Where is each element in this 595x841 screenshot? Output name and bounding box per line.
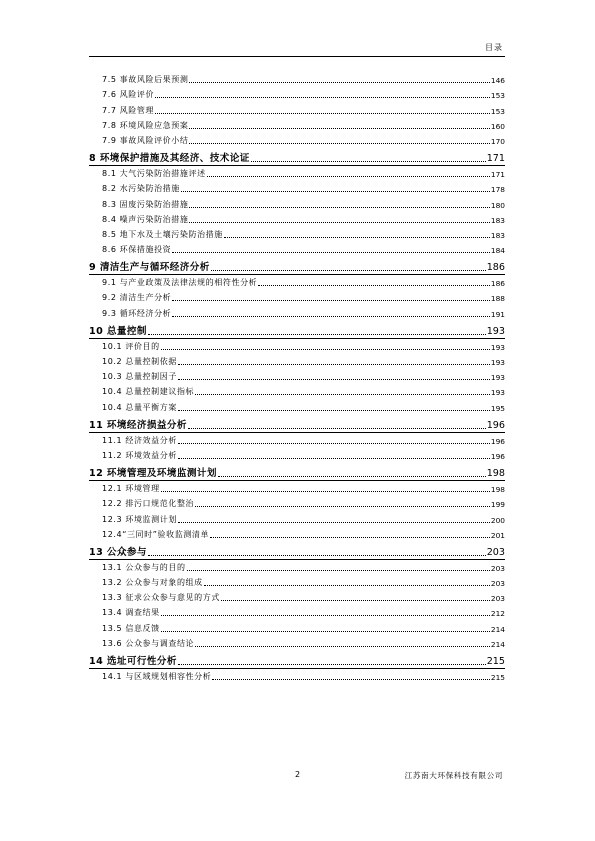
toc-leader-dots bbox=[155, 97, 490, 98]
toc-entry-page: 188 bbox=[490, 294, 505, 304]
toc-entry-page: 214 bbox=[490, 639, 505, 649]
toc-entry-label: 10 总量控制 bbox=[89, 325, 147, 337]
toc-leader-dots bbox=[172, 300, 490, 301]
toc-section-entry[interactable] bbox=[89, 273, 505, 288]
toc-leader-dots bbox=[187, 570, 490, 571]
table-of-contents bbox=[89, 70, 505, 682]
toc-section-entry[interactable] bbox=[89, 164, 505, 179]
toc-entry-label: 9 清洁生产与循环经济分析 bbox=[89, 262, 210, 274]
toc-section-entry[interactable] bbox=[89, 479, 505, 494]
toc-chapter-entry[interactable] bbox=[89, 149, 505, 164]
toc-leader-dots bbox=[195, 646, 490, 647]
toc-leader-dots bbox=[188, 428, 486, 429]
toc-leader-dots bbox=[155, 113, 490, 114]
toc-entry-page: 186 bbox=[486, 262, 505, 274]
toc-chapter-entry[interactable] bbox=[89, 322, 505, 337]
toc-entry-page: 178 bbox=[490, 185, 505, 195]
toc-entry-label: 9.1 与产业政策及法律法规的相符性分析 bbox=[102, 278, 258, 288]
toc-entry-page: 153 bbox=[490, 91, 505, 101]
toc-leader-dots bbox=[178, 458, 490, 459]
toc-entry-label: 10.2 总量控制依据 bbox=[102, 357, 177, 366]
toc-leader-dots bbox=[251, 161, 486, 162]
toc-section-entry[interactable] bbox=[89, 397, 505, 412]
toc-entry-label: 14.1 与区域规划相容性分析 bbox=[102, 672, 212, 681]
toc-entry-label: 8.6 环保措施投资 bbox=[102, 245, 172, 255]
toc-entry-label: 7.5 事故风险后果预测 bbox=[102, 75, 189, 85]
toc-leader-dots bbox=[178, 379, 490, 380]
toc-leader-dots bbox=[218, 476, 486, 477]
toc-leader-dots bbox=[189, 143, 489, 144]
toc-leader-dots bbox=[161, 631, 490, 632]
toc-leader-dots bbox=[161, 349, 490, 350]
toc-section-entry[interactable] bbox=[89, 337, 505, 352]
toc-leader-dots bbox=[189, 207, 489, 208]
toc-section-entry[interactable] bbox=[89, 131, 505, 146]
toc-section-entry[interactable] bbox=[89, 179, 505, 194]
toc-leader-dots bbox=[258, 285, 490, 286]
toc-entry-page: 153 bbox=[490, 106, 505, 116]
toc-section-entry[interactable] bbox=[89, 494, 505, 509]
toc-entry-page: 196 bbox=[490, 436, 505, 446]
toc-entry-label: 7.7 风险管理 bbox=[102, 105, 155, 115]
toc-section-entry[interactable] bbox=[89, 573, 505, 588]
toc-entry-page: 184 bbox=[490, 246, 505, 256]
toc-section-entry[interactable] bbox=[89, 525, 505, 540]
toc-entry-label: 11.2 环境效益分析 bbox=[102, 450, 177, 460]
toc-entry-label: 14 选址可行性分析 bbox=[89, 655, 177, 667]
toc-entry-page: 193 bbox=[486, 325, 505, 337]
toc-entry-label: 13.2 公众参与对象的组成 bbox=[102, 578, 203, 588]
toc-leader-dots bbox=[172, 252, 490, 253]
toc-entry-page: 203 bbox=[490, 579, 505, 589]
toc-leader-dots bbox=[211, 270, 486, 271]
toc-entry-label: 8.4 噪声污染防治措施 bbox=[102, 214, 189, 224]
toc-section-entry[interactable] bbox=[89, 225, 505, 240]
toc-entry-label: 13.1 公众参与的目的 bbox=[102, 562, 186, 572]
toc-section-entry[interactable] bbox=[89, 116, 505, 131]
toc-leader-dots bbox=[161, 491, 490, 492]
toc-entry-label: 9.3 循环经济分析 bbox=[102, 308, 172, 318]
toc-entry-page: 196 bbox=[490, 451, 505, 461]
toc-entry-label: 10.3 总量控制因子 bbox=[102, 372, 177, 382]
toc-section-entry[interactable] bbox=[89, 382, 505, 397]
toc-section-entry[interactable] bbox=[89, 240, 505, 255]
toc-entry-page: 193 bbox=[490, 342, 505, 352]
toc-entry-page: 203 bbox=[490, 594, 505, 604]
footer-company: 江苏南大环保科技有限公司 bbox=[404, 771, 503, 780]
toc-section-entry[interactable] bbox=[89, 352, 505, 367]
header-title: 目录 bbox=[485, 43, 503, 52]
toc-entry-page: 171 bbox=[490, 170, 505, 180]
toc-leader-dots bbox=[189, 82, 489, 83]
toc-entry-page: 170 bbox=[490, 136, 505, 146]
toc-entry-label: 7.9 事故风险评价小结 bbox=[102, 135, 189, 145]
toc-entry-label: 12 环境管理及环境监测计划 bbox=[89, 467, 217, 479]
toc-entry-label: 8.1 大气污染防治措施评述 bbox=[102, 169, 206, 179]
toc-leader-dots bbox=[221, 600, 490, 601]
toc-entry-page: 214 bbox=[490, 624, 505, 634]
toc-leader-dots bbox=[148, 334, 486, 335]
toc-entry-page: 203 bbox=[490, 563, 505, 573]
toc-entry-label: 8.3 固废污染防治措施 bbox=[102, 199, 189, 209]
toc-entry-page: 193 bbox=[490, 388, 505, 398]
toc-entry-label: 13.3 征求公众参与意见的方式 bbox=[102, 593, 220, 603]
toc-entry-label: 9.2 清洁生产分析 bbox=[102, 293, 172, 303]
toc-entry-label: 10.1 评价目的 bbox=[102, 341, 160, 351]
toc-chapter-entry[interactable] bbox=[89, 652, 505, 667]
toc-leader-dots bbox=[161, 615, 490, 616]
toc-leader-dots bbox=[181, 191, 490, 192]
toc-entry-page: 200 bbox=[490, 515, 505, 525]
toc-leader-dots bbox=[178, 364, 490, 365]
toc-entry-label: 13.4 调查结果 bbox=[102, 608, 160, 618]
toc-entry-page: 193 bbox=[490, 373, 505, 383]
toc-entry-page: 183 bbox=[490, 215, 505, 225]
toc-section-entry[interactable] bbox=[89, 446, 505, 461]
toc-chapter-entry[interactable] bbox=[89, 258, 505, 273]
toc-leader-dots bbox=[224, 237, 490, 238]
footer-page-number: 2 bbox=[294, 770, 301, 779]
toc-entry-page: 195 bbox=[490, 403, 505, 413]
toc-leader-dots bbox=[148, 555, 486, 556]
toc-entry-label: 12.4“三同时”验收监测清单 bbox=[102, 529, 210, 539]
toc-entry-label: 10.4 总量控制建议指标 bbox=[102, 387, 195, 397]
toc-entry-page: 215 bbox=[486, 655, 505, 667]
toc-leader-dots bbox=[207, 176, 490, 177]
toc-entry-label: 8.5 地下水及土壤污染防治措施 bbox=[102, 229, 223, 239]
toc-entry-label: 11.1 经济效益分析 bbox=[102, 435, 177, 445]
toc-entry-label: 10.4 总量平衡方案 bbox=[102, 402, 177, 412]
toc-leader-dots bbox=[189, 128, 489, 129]
toc-leader-dots bbox=[195, 394, 490, 395]
toc-section-entry[interactable] bbox=[89, 558, 505, 573]
toc-leader-dots bbox=[172, 316, 490, 317]
toc-entry-page: 160 bbox=[490, 121, 505, 131]
toc-leader-dots bbox=[178, 443, 490, 444]
toc-entry-label: 11 环境经济损益分析 bbox=[89, 419, 187, 431]
toc-section-entry[interactable] bbox=[89, 588, 505, 603]
toc-entry-page: 198 bbox=[490, 485, 505, 495]
toc-section-entry[interactable] bbox=[89, 603, 505, 618]
toc-entry-label: 7.8 环境风险应急预案 bbox=[102, 120, 189, 130]
toc-section-entry[interactable] bbox=[89, 431, 505, 446]
toc-entry-page: 191 bbox=[490, 309, 505, 319]
toc-entry-page: 198 bbox=[486, 467, 505, 479]
toc-section-entry[interactable] bbox=[89, 70, 505, 85]
toc-section-entry[interactable] bbox=[89, 667, 505, 682]
toc-entry-label: 13.6 公众参与调查结论 bbox=[102, 638, 195, 648]
toc-section-entry[interactable] bbox=[89, 618, 505, 633]
toc-section-entry[interactable] bbox=[89, 210, 505, 225]
toc-section-entry[interactable] bbox=[89, 303, 505, 318]
toc-leader-dots bbox=[189, 222, 489, 223]
toc-chapter-entry[interactable] bbox=[89, 416, 505, 431]
toc-entry-page: 180 bbox=[490, 200, 505, 210]
toc-leader-dots bbox=[212, 679, 490, 680]
toc-leader-dots bbox=[178, 410, 490, 411]
toc-chapter-entry[interactable] bbox=[89, 464, 505, 479]
toc-leader-dots bbox=[178, 664, 486, 665]
toc-section-entry[interactable] bbox=[89, 509, 505, 524]
toc-entry-label: 12.3 环境监测计划 bbox=[102, 514, 177, 524]
toc-entry-page: 146 bbox=[490, 76, 505, 86]
toc-entry-page: 193 bbox=[490, 358, 505, 367]
toc-section-entry[interactable] bbox=[89, 367, 505, 382]
toc-section-entry[interactable] bbox=[89, 634, 505, 649]
toc-entry-page: 203 bbox=[486, 546, 505, 558]
toc-entry-label: 8 环境保护措施及其经济、技术论证 bbox=[89, 152, 250, 164]
toc-section-entry[interactable] bbox=[89, 288, 505, 303]
toc-entry-label: 8.2 水污染防治措施 bbox=[102, 184, 180, 194]
toc-entry-page: 196 bbox=[486, 419, 505, 431]
toc-entry-page: 183 bbox=[490, 230, 505, 240]
toc-section-entry[interactable] bbox=[89, 100, 505, 115]
toc-entry-page: 186 bbox=[490, 279, 505, 289]
toc-entry-page: 199 bbox=[490, 500, 505, 510]
toc-leader-dots bbox=[178, 522, 490, 523]
toc-chapter-entry[interactable] bbox=[89, 543, 505, 558]
header-divider bbox=[89, 56, 505, 57]
toc-section-entry[interactable] bbox=[89, 85, 505, 100]
toc-entry-page: 212 bbox=[490, 609, 505, 619]
toc-section-entry[interactable] bbox=[89, 194, 505, 209]
toc-entry-label: 12.1 环境管理 bbox=[102, 484, 160, 494]
toc-entry-label: 13 公众参与 bbox=[89, 546, 147, 558]
toc-leader-dots bbox=[210, 537, 490, 538]
toc-entry-page: 215 bbox=[490, 673, 505, 682]
toc-leader-dots bbox=[204, 585, 490, 586]
toc-leader-dots bbox=[195, 506, 490, 507]
toc-entry-page: 201 bbox=[490, 530, 505, 540]
toc-entry-label: 12.2 排污口规范化整治 bbox=[102, 499, 195, 509]
toc-entry-label: 7.6 风险评价 bbox=[102, 90, 155, 100]
toc-entry-page: 171 bbox=[486, 152, 505, 164]
toc-entry-label: 13.5 信息反馈 bbox=[102, 623, 160, 633]
